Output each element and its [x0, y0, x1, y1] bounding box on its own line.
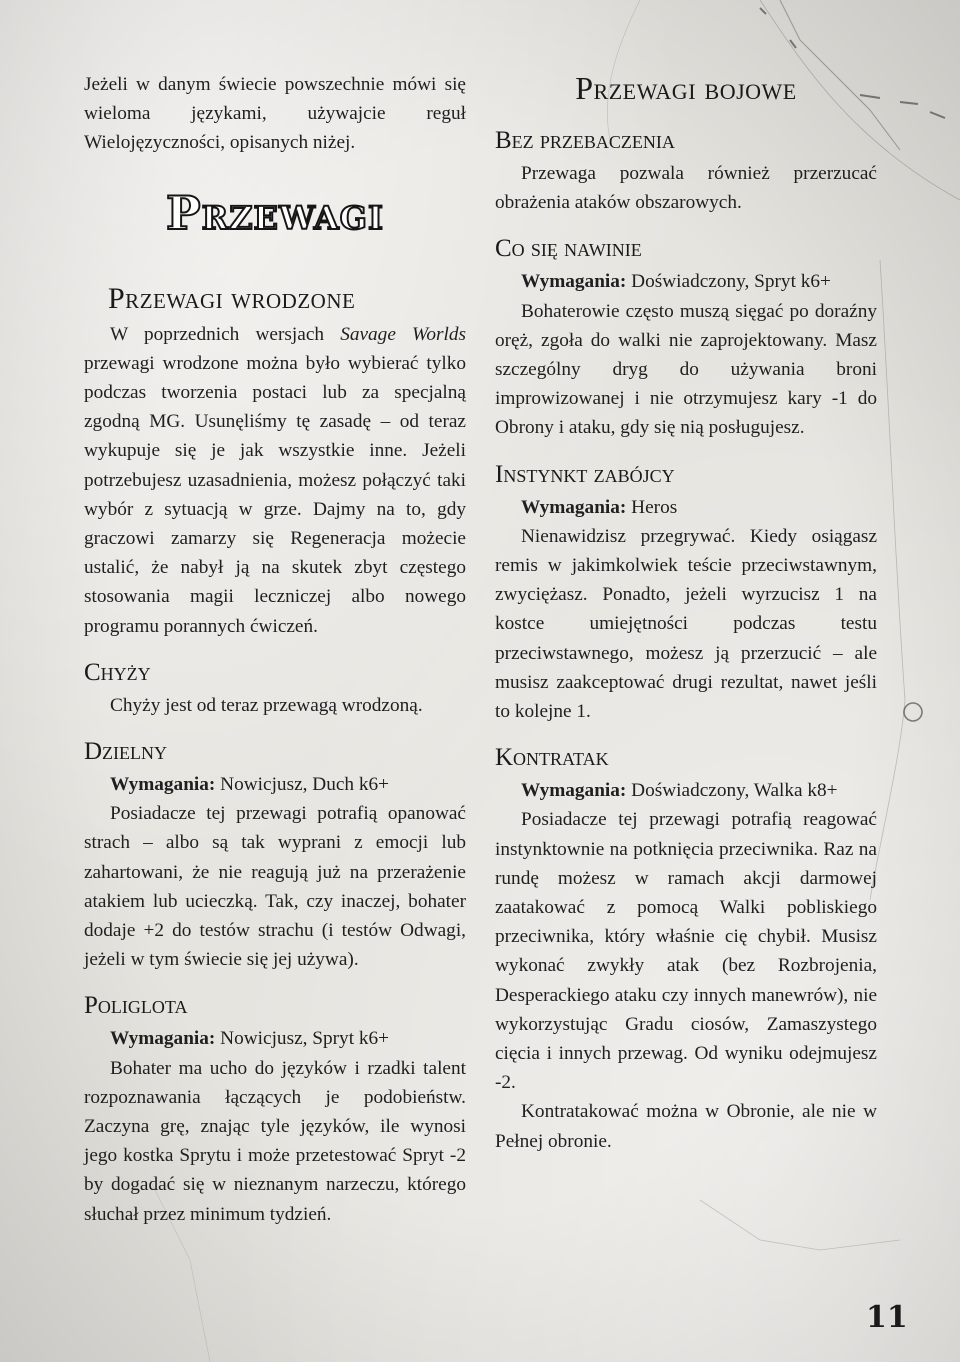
section-title-combat: Przewagi bojowe: [575, 70, 797, 106]
req-label: Wymagania:: [110, 774, 216, 796]
edge-title-co-sie-nawinie: Co się nawinie: [495, 235, 642, 263]
section-title-innate: Przewagi wrodzone: [108, 281, 356, 315]
edge-text-kontratak-2: Kontratakować można w Obronie, ale nie w Pełnej obronie.: [495, 1101, 877, 1152]
edge-requirements-kontratak: [495, 776, 877, 805]
req-value: Doświadczony, Spryt k6+: [626, 271, 831, 293]
edge-title-bez-przebaczenia: Bez przebaczenia: [495, 127, 675, 154]
req-value: Heros: [626, 496, 678, 518]
edge-title-chyzy: Chyży: [84, 658, 151, 686]
edge-text-dzielny: Posiadacze tej przewagi potrafią opanować strach – albo są tak wyprani z emocji lub zahartowani, że nie reagują już na przerażenie atakiem lub ucieczką. Tak, czy inaczej, bohater dodaje +2 do testów strachu (i testów Odwagi, jeżeli w tym świecie się jej używa).: [84, 803, 466, 971]
edge-requirements-dzielny: [84, 770, 466, 799]
edge-title-poliglota: Poliglota: [84, 992, 188, 1020]
edge-text-instynkt-zabojcy: Nienawidzisz przegrywać. Kiedy osiągasz remis w jakimkolwiek teście przeciwstawnym, zwyciężasz. Ponadto, jeżeli wyrzucisz 1 na kostce umiejętności podczas testu przeciwstawnego, możesz ją przerzucić – ale musisz zaakceptować drugi rezultat, nawet jeśli to kolejne 1.: [495, 525, 877, 723]
innate-text-a: W poprzednich wersjach: [110, 323, 341, 345]
left-column: [84, 70, 466, 1229]
page-number: 11: [866, 1300, 908, 1335]
edge-requirements-co-sie-nawinie: [495, 267, 877, 296]
edge-requirements-poliglota: [84, 1024, 466, 1053]
edge-title-dzielny: Dzielny: [84, 738, 168, 766]
req-value: Doświadczony, Walka k8+: [626, 780, 838, 802]
req-label: Wymagania:: [110, 1028, 216, 1050]
req-value: Nowicjusz, Duch k6+: [215, 774, 390, 796]
page-title: Przewagi: [166, 185, 384, 240]
req-value: Nowicjusz, Spryt k6+: [215, 1028, 390, 1050]
req-label: Wymagania:: [521, 496, 627, 518]
req-label: Wymagania:: [521, 271, 627, 293]
edge-text-poliglota: Bohater ma ucho do języków i rzadki talent rozpoznawania łączących je podobieństw. Zaczyna grę, znając tyle języków, ile wynosi jego kostka Sprytu i może przetestować Spryt -2 by dogadać się w nieznanym narzeczu, którego słuchał przez minimum tydzień.: [84, 1057, 466, 1225]
innate-paragraph: [84, 320, 466, 641]
edge-text-chyzy: Chyży jest od teraz przewagą wrodzoną.: [110, 694, 423, 716]
innate-text-b: przewagi wrodzone można było wybierać tylko podczas tworzenia postaci lub za specjalną zgodną MG. Usunęliśmy tę zasadę – od teraz wykupuje się je jak wszystkie inne. Jeżeli potrzebujesz uzasadnienia, możesz połączyć taki wybór z sytuacją w grze. Dajmy na to, gdy graczowi zamarzy się Regeneracja możecie ustalić, że nabył ją na skutek zbyt częstego stosowania magii leczniczej albo nowego programu porannych ćwiczeń.: [84, 352, 466, 637]
edge-text-bez-przebaczenia: Przewaga pozwala również przerzucać obrażenia ataków obszarowych.: [495, 163, 877, 214]
edge-requirements-instynkt-zabojcy: [495, 493, 877, 522]
edge-text-kontratak: Posiadacze tej przewagi potrafią reagować instynktownie na potknięcia przeciwnika. Raz na rundę możesz w ramach akcji darmowej zaatakować z pomocą Walki pobliskiego przeciwnika, który właśnie cię chybił. Musisz wykonać zwykły atak (bez Rozbrojenia, Desperackiego ataku czy innych manewrów), nie wykorzystując Gradu ciosów, Zamaszystego cięcia i innych przewag. Od wyniku odejmujesz -2.: [495, 809, 877, 1094]
intro-paragraph: Jeżeli w danym świecie powszechnie mówi się wieloma językami, używajcie reguł Wielojęzyczności, opisanych niżej.: [84, 74, 466, 154]
req-label: Wymagania:: [521, 780, 627, 802]
right-column: [495, 70, 877, 1156]
edge-title-kontratak: Kontratak: [495, 744, 609, 772]
edge-title-instynkt-zabojcy: Instynkt zabójcy: [495, 460, 675, 488]
edge-text-co-sie-nawinie: Bohaterowie często muszą sięgać po doraźny oręż, zgoła do walki nie zaprojektowany. Masz szczególny dryg do używania broni improwizowanej i nie otrzymujesz kary -1 do Obrony i ataku, gdy się nią posługujesz.: [495, 300, 877, 439]
innate-text-italic: Savage Worlds: [340, 323, 466, 345]
